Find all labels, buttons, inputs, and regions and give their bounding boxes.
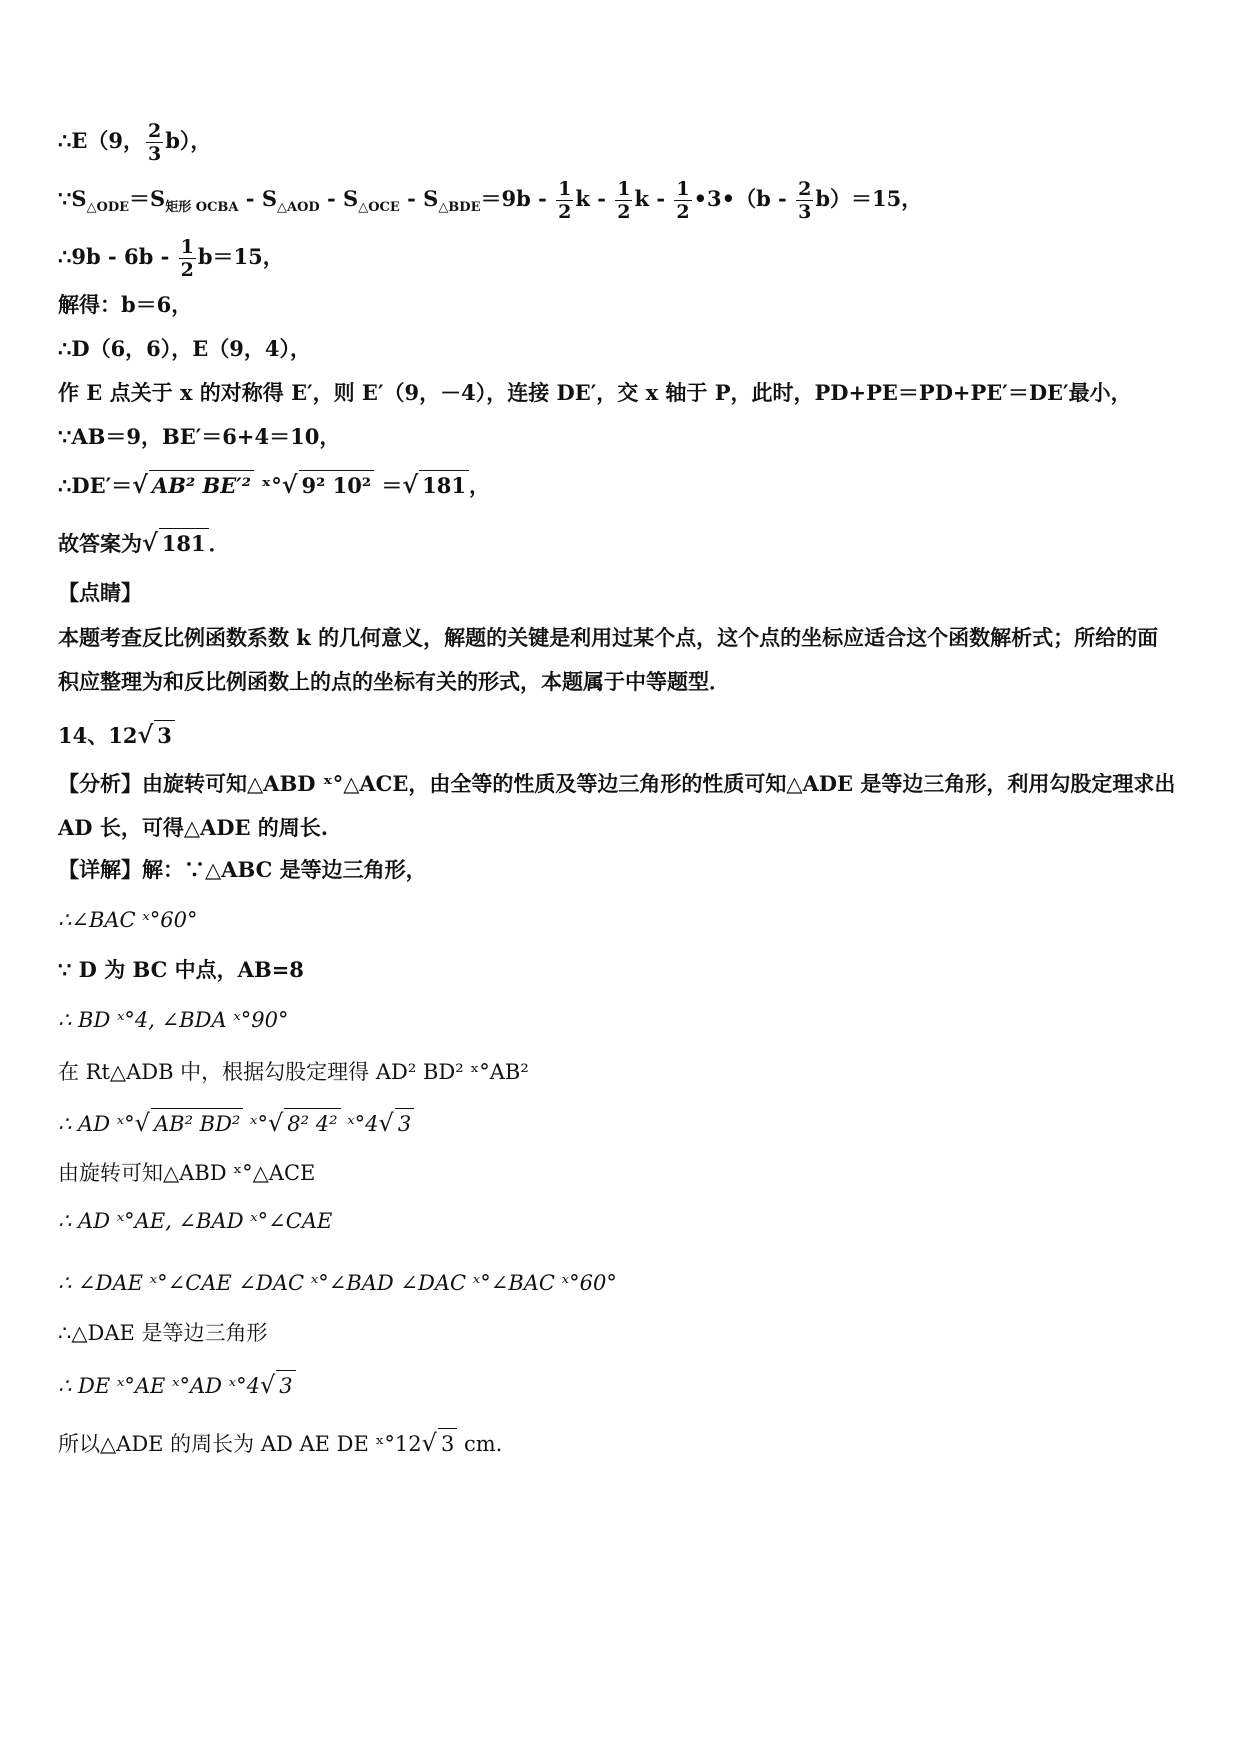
radicand: 181: [419, 470, 469, 501]
paragraph-dianjing: 本题考查反比例函数系数 k 的几何意义，解题的关键是利用过某个点，这个点的坐标应适合这个函数解析式；所给的面积应整理为和反比例函数上的点的坐标有关的形式，本题属于中等题型．: [58, 625, 1159, 694]
line-angle-dae: ∴ ∠DAE ˣ°∠CAE ∠DAC ˣ°∠BAD ∠DAC ˣ°∠BAC ˣ°60°: [58, 1271, 617, 1295]
radicand: 181: [159, 528, 209, 559]
numerator: 1: [180, 236, 194, 258]
line-question-14: [58, 720, 175, 751]
radical-sign: √: [402, 470, 419, 499]
denominator: 2: [676, 201, 690, 223]
radical-sign: √: [134, 1109, 150, 1137]
text: ＝: [374, 473, 403, 498]
subscript: △OCE: [358, 200, 400, 216]
radical-sign: √: [142, 528, 158, 557]
text: b）＝15，: [815, 186, 923, 211]
line-rotation-congruent: 由旋转可知△ABD ˣ°△ACE: [58, 1161, 316, 1185]
line-detail-start: 【详解】解：∵△ABC 是等边三角形，: [58, 857, 427, 882]
numerator: 2: [147, 120, 162, 142]
radicand: AB² BE′²: [149, 470, 254, 501]
text: ∵S: [58, 186, 87, 211]
text: ∴ DE ˣ°AE ˣ°AD ˣ°4: [58, 1374, 260, 1398]
radicand: 3: [154, 720, 175, 751]
text: ＝9b -: [480, 186, 555, 211]
text: ＝S: [129, 186, 166, 211]
fraction: [556, 178, 573, 223]
radical-sign: √: [259, 1371, 276, 1399]
line-bd-angle: ∴ BD ˣ°4, ∠BDA ˣ°90°: [58, 1008, 289, 1032]
denominator: 2: [617, 201, 631, 223]
fraction: [674, 178, 691, 223]
radical-sign: √: [268, 1109, 284, 1137]
radical-sign: √: [281, 470, 298, 499]
text: •3•（b -: [693, 186, 795, 211]
radicand: 3: [438, 1428, 457, 1459]
numerator: 1: [558, 178, 572, 200]
line-answer: [58, 528, 230, 559]
text: ，: [469, 473, 491, 498]
numerator: 2: [798, 178, 812, 200]
subscript: 矩形 OCBA: [165, 200, 239, 216]
radicand: 3: [276, 1370, 295, 1401]
line-d-e-points: ∴D（6，6），E（9，4），: [58, 336, 312, 361]
text: ˣ°4: [340, 1112, 379, 1136]
text: - S: [238, 186, 278, 211]
line-reflection: 作 E 点关于 x 的对称得 E′，则 E′（9，－4），连接 DE′，交 x 轴于 P，此时，PD+PE＝PD+PE′＝DE′最小，: [58, 380, 1132, 405]
line-pythagoras: 在 Rt△ADB 中，根据勾股定理得 AD² BD² ˣ°AB²: [58, 1060, 529, 1084]
text: cm.: [457, 1432, 503, 1456]
radical-sign: √: [137, 720, 154, 749]
radical-sign: √: [378, 1109, 394, 1137]
line-d-midpoint: ∵ D 为 BC 中点，AB=8: [58, 957, 304, 982]
subscript: △BDE: [438, 200, 481, 216]
line-ad-value: [58, 1108, 414, 1139]
text: ∴ AD ˣ°: [58, 1112, 135, 1136]
radicand: 3: [395, 1108, 414, 1139]
text: ˣ°: [243, 1112, 268, 1136]
denominator: 2: [558, 201, 572, 223]
radicand: AB² BD²: [151, 1108, 243, 1139]
line-ab-be: ∵AB＝9，BE′＝6+4＝10，: [58, 424, 341, 449]
fraction: [796, 178, 813, 223]
text: b），: [165, 128, 212, 153]
line-perimeter: [58, 1428, 502, 1459]
line-simplify: [58, 236, 284, 281]
paragraph-analysis: 【分析】由旋转可知△ABD ˣ°△ACE，由全等的性质及等边三角形的性质可知△ADE 是等边三角形，利用勾股定理求出 AD 长，可得△ADE 的周长.: [58, 771, 1176, 840]
heading-dianjing: 【点睛】: [58, 580, 142, 605]
subscript: △AOD: [277, 200, 320, 216]
text: b＝15，: [197, 244, 284, 269]
numerator: 1: [676, 178, 690, 200]
text: 所以△ADE 的周长为 AD AE DE ˣ°12: [58, 1432, 422, 1456]
radical-sign: √: [421, 1429, 437, 1457]
subscript: △ODE: [86, 200, 130, 216]
radicand: 8² 4²: [284, 1108, 340, 1139]
text: ∴DE′＝: [58, 473, 133, 498]
text: ˣ°: [253, 473, 282, 498]
text: k -: [575, 186, 614, 211]
text: - S: [319, 186, 359, 211]
denominator: 3: [147, 143, 162, 165]
fraction: [146, 120, 163, 165]
fraction: [615, 178, 632, 223]
radical-sign: √: [132, 470, 148, 499]
text: k -: [634, 186, 673, 211]
fraction: [179, 236, 196, 281]
line-ad-ae: ∴ AD ˣ°AE, ∠BAD ˣ°∠CAE: [58, 1209, 333, 1233]
text: ∴9b - 6b -: [58, 244, 177, 269]
text: 故答案为: [58, 531, 142, 556]
line-area-equation: [58, 178, 922, 223]
line-de-value: [58, 1370, 296, 1401]
text: 14、12: [58, 723, 138, 748]
line-de-length: [58, 470, 490, 501]
line-e-coordinates: [58, 120, 211, 165]
text: ．: [208, 531, 230, 556]
text: - S: [399, 186, 439, 211]
radicand: 9² 10²: [299, 470, 375, 501]
text: ∴E（9，: [58, 128, 144, 153]
denominator: 2: [180, 259, 194, 281]
denominator: 3: [798, 201, 812, 223]
numerator: 1: [617, 178, 631, 200]
line-solve-b: 解得：b＝6，: [58, 292, 193, 317]
line-angle-bac: ∴∠BAC ˣ°60°: [58, 908, 198, 932]
line-equilateral: ∴△DAE 是等边三角形: [58, 1321, 268, 1345]
